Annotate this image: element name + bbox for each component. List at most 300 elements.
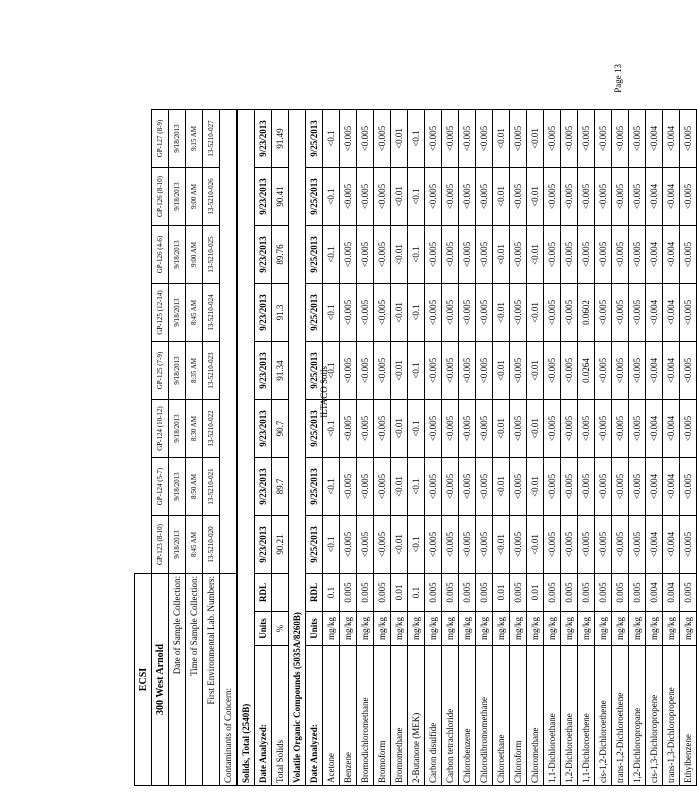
result-value: <0.005 xyxy=(544,168,561,226)
result-value: 89.76 xyxy=(272,226,289,284)
analyte-row xyxy=(476,110,493,786)
meta-value: 13-5210-023 xyxy=(203,342,220,400)
result-value: <0.005 xyxy=(374,400,391,458)
date-analyzed: 9/25/2013 xyxy=(306,516,323,574)
units: mg/kg xyxy=(629,612,646,646)
result-value: <0.01 xyxy=(527,110,544,168)
meta-value: 9/18/2013 xyxy=(169,226,186,284)
result-value: <0.005 xyxy=(561,342,578,400)
result-value: <0.005 xyxy=(459,400,476,458)
result-value: <0.005 xyxy=(340,110,357,168)
meta-value: 9/18/2013 xyxy=(169,516,186,574)
document-title: ILTACO Soils xyxy=(319,366,329,418)
rdl-header: RDL xyxy=(306,574,323,612)
date-analyzed: 9/23/2013 xyxy=(255,458,272,516)
result-value: <0.005 xyxy=(374,516,391,574)
result-value: <0.005 xyxy=(374,342,391,400)
result-value: <0.005 xyxy=(425,110,442,168)
result-value: <0.004 xyxy=(646,284,663,342)
site-title-row xyxy=(135,110,152,786)
rdl: 0.01 xyxy=(493,574,510,612)
meta-value: 8:45 AM xyxy=(186,516,203,574)
meta-value: 8:30 AM xyxy=(186,400,203,458)
result-value: <0.005 xyxy=(561,284,578,342)
result-value: <0.005 xyxy=(578,110,595,168)
date-analyzed: 9/23/2013 xyxy=(255,516,272,574)
date-analyzed: 9/23/2013 xyxy=(255,110,272,168)
result-value: <0.005 xyxy=(510,110,527,168)
sample-id: GP-125 (12-14) xyxy=(152,284,169,342)
result-value: <0.005 xyxy=(629,516,646,574)
site-name: 300 West Arnold xyxy=(152,574,169,786)
result-value: <0.005 xyxy=(680,400,697,458)
results-table xyxy=(134,109,697,786)
analyte-name: Chloromethane xyxy=(527,646,544,786)
result-value: <0.005 xyxy=(561,458,578,516)
result-value: <0.004 xyxy=(663,110,680,168)
result-value: <0.005 xyxy=(612,458,629,516)
result-value: <0.005 xyxy=(374,284,391,342)
meta-value: 9:00 AM xyxy=(186,168,203,226)
solids-date-row xyxy=(255,110,272,786)
result-value: <0.1 xyxy=(323,168,340,226)
result-value: <0.1 xyxy=(408,458,425,516)
solids-section-title: Solids, Total (2540B) xyxy=(237,110,255,786)
result-value: <0.005 xyxy=(374,226,391,284)
voc-section-title: Volatile Organic Compounds (5035A/8260B) xyxy=(289,110,306,786)
meta-value: 8:45 AM xyxy=(186,284,203,342)
analyte-row xyxy=(663,110,680,786)
result-value: <0.1 xyxy=(408,168,425,226)
result-value: <0.005 xyxy=(476,516,493,574)
meta-value: 8:35 AM xyxy=(186,342,203,400)
result-value: <0.1 xyxy=(323,458,340,516)
units: mg/kg xyxy=(391,612,408,646)
meta-value: 13-5210-022 xyxy=(203,400,220,458)
result-value: <0.005 xyxy=(425,168,442,226)
result-value: <0.005 xyxy=(578,458,595,516)
result-value: <0.01 xyxy=(493,168,510,226)
result-value: <0.005 xyxy=(680,168,697,226)
result-value: <0.005 xyxy=(476,400,493,458)
date-analyzed: 9/25/2013 xyxy=(306,168,323,226)
date-analyzed: 9/25/2013 xyxy=(306,284,323,342)
units: mg/kg xyxy=(510,612,527,646)
meta-value: 9/18/2013 xyxy=(169,284,186,342)
result-value: <0.005 xyxy=(476,168,493,226)
result-value: <0.005 xyxy=(578,400,595,458)
analyte-row xyxy=(578,110,595,786)
rdl-header: RDL xyxy=(255,574,272,612)
result-value: <0.005 xyxy=(544,226,561,284)
date-analyzed: 9/23/2013 xyxy=(255,400,272,458)
result-value: <0.1 xyxy=(323,400,340,458)
voc-units-row xyxy=(306,110,323,786)
result-value: <0.004 xyxy=(646,516,663,574)
sample-id: GP-126 (8-10) xyxy=(152,168,169,226)
result-value: <0.004 xyxy=(646,110,663,168)
result-value: <0.005 xyxy=(544,342,561,400)
result-value: <0.005 xyxy=(476,458,493,516)
result-value: <0.004 xyxy=(663,458,680,516)
rdl: 0.005 xyxy=(629,574,646,612)
result-value: <0.005 xyxy=(442,516,459,574)
result-value: <0.005 xyxy=(357,342,374,400)
result-value: <0.005 xyxy=(680,110,697,168)
analyte-row xyxy=(561,110,578,786)
result-value: <0.005 xyxy=(442,284,459,342)
result-value: <0.005 xyxy=(578,168,595,226)
rdl: 0.005 xyxy=(476,574,493,612)
meta-value: 13-5210-020 xyxy=(203,516,220,574)
date-analyzed: 9/25/2013 xyxy=(306,110,323,168)
analyte-row xyxy=(323,110,340,786)
units: mg/kg xyxy=(612,612,629,646)
result-value: <0.005 xyxy=(459,342,476,400)
result-value: <0.005 xyxy=(425,284,442,342)
meta-value: 9:15 AM xyxy=(186,110,203,168)
result-value: <0.01 xyxy=(493,400,510,458)
result-value: <0.005 xyxy=(340,458,357,516)
result-value: <0.005 xyxy=(544,400,561,458)
page-label: Page 13 xyxy=(613,64,623,93)
units: mg/kg xyxy=(425,612,442,646)
units: mg/kg xyxy=(374,612,391,646)
result-value: <0.005 xyxy=(442,110,459,168)
result-value: <0.004 xyxy=(646,458,663,516)
result-value: <0.005 xyxy=(442,168,459,226)
rdl: 0.005 xyxy=(510,574,527,612)
units: mg/kg xyxy=(578,612,595,646)
result-value: <0.01 xyxy=(391,110,408,168)
site-name-row xyxy=(152,110,169,786)
result-value: <0.005 xyxy=(595,168,612,226)
meta-value: 13-5210-021 xyxy=(203,458,220,516)
rdl: 0.005 xyxy=(561,574,578,612)
rdl: 0.005 xyxy=(544,574,561,612)
result-value: 90.21 xyxy=(272,516,289,574)
result-value: <0.01 xyxy=(391,284,408,342)
result-value: <0.005 xyxy=(612,110,629,168)
solids-section-row xyxy=(237,110,255,786)
rdl: 0.005 xyxy=(425,574,442,612)
site-title: ECSI xyxy=(135,574,152,786)
analyte-row xyxy=(612,110,629,786)
result-value: <0.005 xyxy=(629,168,646,226)
units: mg/kg xyxy=(340,612,357,646)
result-value: <0.005 xyxy=(595,226,612,284)
date-label: Date Analyzed: xyxy=(255,646,272,786)
result-value: 90.41 xyxy=(272,168,289,226)
result-value: <0.005 xyxy=(510,226,527,284)
units: mg/kg xyxy=(544,612,561,646)
analyte-row xyxy=(544,110,561,786)
analyte-name: Benzene xyxy=(340,646,357,786)
result-value: <0.01 xyxy=(391,458,408,516)
analyte-name: Ethylbenzene xyxy=(680,646,697,786)
analyte-row xyxy=(527,110,544,786)
date-analyzed: 9/25/2013 xyxy=(306,342,323,400)
result-value: <0.005 xyxy=(629,226,646,284)
result-value: <0.005 xyxy=(544,110,561,168)
date-analyzed: 9/23/2013 xyxy=(255,226,272,284)
analyte-name: Chlorobenzene xyxy=(459,646,476,786)
sample-id: GP-125 (7-9) xyxy=(152,342,169,400)
meta-value: 13-5210-025 xyxy=(203,226,220,284)
result-value: <0.005 xyxy=(357,110,374,168)
meta-row xyxy=(186,110,203,786)
rotated-results-table xyxy=(134,110,693,786)
meta-value: 9/18/2013 xyxy=(169,342,186,400)
result-value: <0.005 xyxy=(459,226,476,284)
result-value: 0.0602 xyxy=(578,284,595,342)
analyte-name: Acetone xyxy=(323,646,340,786)
result-value: <0.005 xyxy=(561,226,578,284)
result-value: <0.005 xyxy=(680,284,697,342)
result-value: 90.7 xyxy=(272,400,289,458)
result-value: <0.005 xyxy=(595,400,612,458)
result-value: <0.005 xyxy=(510,284,527,342)
meta-value: 9/18/2013 xyxy=(169,400,186,458)
units: mg/kg xyxy=(663,612,680,646)
result-value: <0.1 xyxy=(323,516,340,574)
result-value: <0.005 xyxy=(561,168,578,226)
sample-id: GP-126 (4-6) xyxy=(152,226,169,284)
analyte-name: Chloroform xyxy=(510,646,527,786)
date-analyzed: 9/23/2013 xyxy=(255,168,272,226)
analyte-name: 1,2-Dichloroethane xyxy=(561,646,578,786)
result-value: <0.005 xyxy=(340,168,357,226)
result-value: <0.005 xyxy=(612,226,629,284)
result-value: <0.005 xyxy=(612,342,629,400)
rdl: 0.005 xyxy=(340,574,357,612)
result-value: <0.005 xyxy=(629,400,646,458)
analyte-name: 2-Butanone (MEK) xyxy=(408,646,425,786)
analyte-row xyxy=(595,110,612,786)
analyte-row xyxy=(493,110,510,786)
date-analyzed: 9/25/2013 xyxy=(306,400,323,458)
result-value: <0.005 xyxy=(340,226,357,284)
result-value: <0.004 xyxy=(663,168,680,226)
rdl: 0.005 xyxy=(680,574,697,612)
units: mg/kg xyxy=(357,612,374,646)
header-blank xyxy=(135,110,152,574)
result-value: <0.01 xyxy=(391,226,408,284)
result-value: <0.005 xyxy=(595,110,612,168)
result-value: <0.01 xyxy=(391,516,408,574)
result-value: <0.005 xyxy=(425,458,442,516)
result-value: <0.005 xyxy=(357,400,374,458)
result-value: <0.004 xyxy=(646,342,663,400)
result-value: <0.01 xyxy=(527,168,544,226)
result-value: <0.005 xyxy=(459,110,476,168)
result-value: <0.005 xyxy=(510,458,527,516)
meta-value: 9/18/2013 xyxy=(169,168,186,226)
units: mg/kg xyxy=(680,612,697,646)
result-value: <0.005 xyxy=(544,284,561,342)
result-value: <0.005 xyxy=(595,342,612,400)
result-value: <0.004 xyxy=(646,168,663,226)
result-value: <0.005 xyxy=(459,284,476,342)
result-value: <0.01 xyxy=(493,342,510,400)
analyte-row xyxy=(646,110,663,786)
result-value: <0.005 xyxy=(612,400,629,458)
result-value: <0.1 xyxy=(323,226,340,284)
analyte-row xyxy=(680,110,697,786)
sample-id: GP-124 (5-7) xyxy=(152,458,169,516)
result-value: 89.7 xyxy=(272,458,289,516)
units-header: Units xyxy=(255,612,272,646)
analyte-name: Carbon disulfide xyxy=(425,646,442,786)
contaminants-row xyxy=(220,110,238,786)
analyte-name: 1,1-Dichloroethane xyxy=(544,646,561,786)
result-value: <0.005 xyxy=(510,168,527,226)
result-value: <0.005 xyxy=(357,168,374,226)
analyte-name: trans-1,2-Dichloroethene xyxy=(612,646,629,786)
analyte-name: Chlorodibromomethane xyxy=(476,646,493,786)
rdl: 0.005 xyxy=(459,574,476,612)
result-value: 0.0264 xyxy=(578,342,595,400)
result-value: 91.34 xyxy=(272,342,289,400)
units: mg/kg xyxy=(408,612,425,646)
units: mg/kg xyxy=(493,612,510,646)
result-value: <0.01 xyxy=(493,110,510,168)
result-value: <0.01 xyxy=(391,400,408,458)
result-value: <0.005 xyxy=(442,226,459,284)
result-value: <0.01 xyxy=(527,284,544,342)
units-header: Units xyxy=(306,612,323,646)
result-value: <0.005 xyxy=(544,516,561,574)
units: mg/kg xyxy=(459,612,476,646)
total-solids-row xyxy=(272,110,289,786)
result-value: <0.1 xyxy=(408,400,425,458)
analyte-row xyxy=(510,110,527,786)
result-value: <0.005 xyxy=(476,284,493,342)
result-value: <0.01 xyxy=(493,516,510,574)
result-value: <0.005 xyxy=(629,458,646,516)
analyte-name: Chloroethane xyxy=(493,646,510,786)
meta-value: 13-5210-027 xyxy=(203,110,220,168)
result-value: <0.005 xyxy=(442,458,459,516)
analyte-row xyxy=(374,110,391,786)
rdl xyxy=(272,574,289,612)
result-value: <0.005 xyxy=(459,458,476,516)
result-value: <0.005 xyxy=(374,110,391,168)
result-value: <0.1 xyxy=(408,342,425,400)
result-value: <0.005 xyxy=(561,516,578,574)
meta-value: 9/18/2013 xyxy=(169,110,186,168)
result-value: <0.01 xyxy=(527,516,544,574)
result-value: <0.005 xyxy=(425,400,442,458)
analyte-name: Bromoform xyxy=(374,646,391,786)
meta-row xyxy=(169,110,186,786)
result-value: <0.01 xyxy=(391,342,408,400)
result-value: <0.005 xyxy=(442,400,459,458)
result-value: <0.1 xyxy=(408,284,425,342)
analyte-name: Carbon tetrachloride xyxy=(442,646,459,786)
result-value: <0.005 xyxy=(561,400,578,458)
units: mg/kg xyxy=(561,612,578,646)
units: mg/kg xyxy=(442,612,459,646)
result-value: <0.005 xyxy=(629,284,646,342)
result-value: <0.005 xyxy=(357,458,374,516)
analyte-row xyxy=(391,110,408,786)
result-value: <0.005 xyxy=(476,226,493,284)
result-value: <0.1 xyxy=(408,110,425,168)
result-value: <0.005 xyxy=(476,110,493,168)
analyte-name: cis-1,2-Dichloroethene xyxy=(595,646,612,786)
result-value: <0.005 xyxy=(340,284,357,342)
result-value: <0.005 xyxy=(595,516,612,574)
result-value: 91.49 xyxy=(272,110,289,168)
result-value: <0.005 xyxy=(374,168,391,226)
meta-row xyxy=(203,110,220,786)
meta-value: 13-5210-024 xyxy=(203,284,220,342)
result-value: <0.005 xyxy=(510,516,527,574)
result-value: <0.005 xyxy=(629,342,646,400)
date-analyzed: 9/23/2013 xyxy=(255,284,272,342)
analyte-name: 1,1-Dichloroethene xyxy=(578,646,595,786)
analyte-row xyxy=(340,110,357,786)
meta-label: First Environmental Lab. Numbers: xyxy=(203,574,220,786)
result-value: <0.005 xyxy=(425,226,442,284)
date-label: Date Analyzed: xyxy=(306,646,323,786)
result-value: <0.005 xyxy=(510,342,527,400)
result-value: <0.005 xyxy=(340,516,357,574)
result-value: <0.005 xyxy=(340,400,357,458)
contaminants-blank xyxy=(220,110,238,574)
units: mg/kg xyxy=(527,612,544,646)
result-value: <0.005 xyxy=(612,284,629,342)
result-value: <0.1 xyxy=(323,110,340,168)
result-value: <0.005 xyxy=(425,342,442,400)
result-value: <0.004 xyxy=(663,400,680,458)
result-value: <0.005 xyxy=(476,342,493,400)
units: mg/kg xyxy=(595,612,612,646)
result-value: <0.01 xyxy=(493,458,510,516)
result-value: <0.005 xyxy=(595,458,612,516)
result-value: <0.005 xyxy=(680,342,697,400)
rdl: 0.005 xyxy=(612,574,629,612)
result-value: <0.005 xyxy=(357,284,374,342)
result-value: <0.004 xyxy=(646,226,663,284)
result-value: <0.005 xyxy=(459,516,476,574)
result-value: <0.005 xyxy=(578,226,595,284)
result-value: <0.004 xyxy=(646,400,663,458)
rdl: 0.005 xyxy=(357,574,374,612)
result-value: <0.005 xyxy=(629,110,646,168)
result-value: <0.004 xyxy=(663,226,680,284)
result-value: <0.005 xyxy=(459,168,476,226)
result-value: <0.005 xyxy=(595,284,612,342)
analyte-name: Bromomethane xyxy=(391,646,408,786)
result-value: <0.01 xyxy=(527,400,544,458)
rdl: 0.004 xyxy=(663,574,680,612)
result-value: <0.005 xyxy=(357,226,374,284)
result-value: <0.1 xyxy=(323,342,340,400)
result-value: <0.005 xyxy=(612,516,629,574)
meta-value: 9/18/2013 xyxy=(169,458,186,516)
result-value: <0.004 xyxy=(663,516,680,574)
analyte-row xyxy=(408,110,425,786)
result-value: <0.005 xyxy=(510,400,527,458)
date-analyzed: 9/25/2013 xyxy=(306,226,323,284)
analyte-name: cis-1,3-Dichloropropene xyxy=(646,646,663,786)
rdl: 0.01 xyxy=(527,574,544,612)
analyte-name: Total Solids xyxy=(272,646,289,786)
result-value: 91.3 xyxy=(272,284,289,342)
analyte-row xyxy=(442,110,459,786)
